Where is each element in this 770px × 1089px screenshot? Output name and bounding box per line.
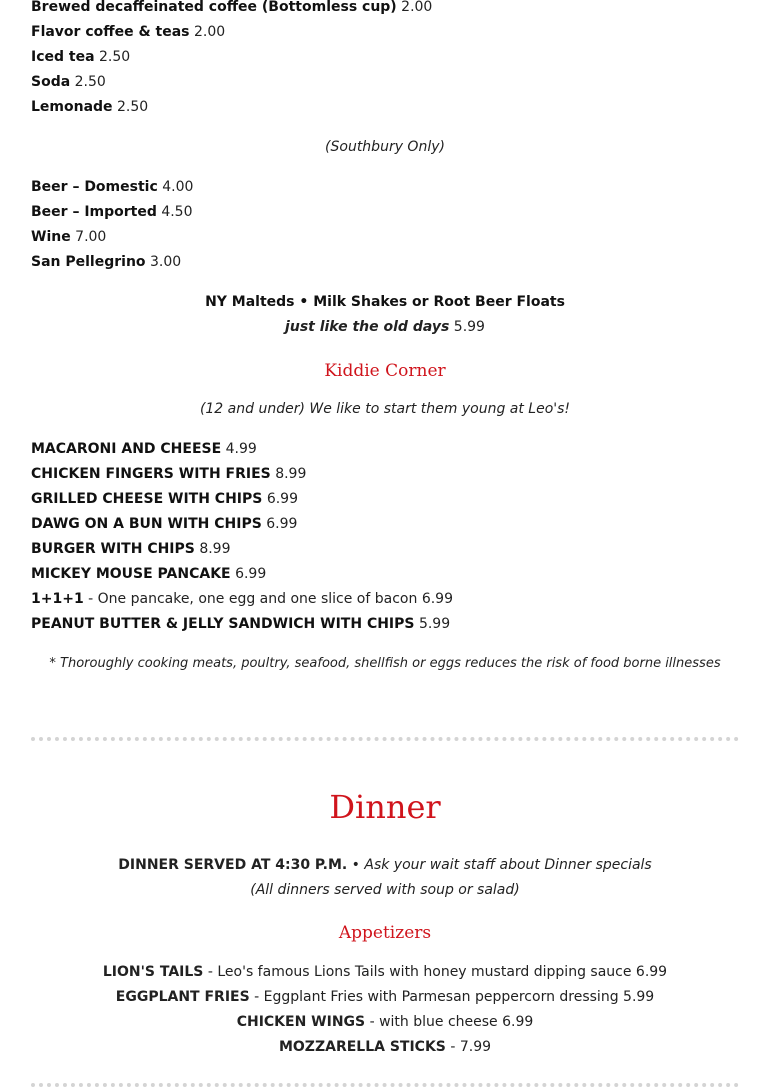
dinner-heading: Dinner (329, 788, 441, 826)
item-name: Iced tea (31, 49, 95, 65)
malteds-title: NY Malteds • Milk Shakes or Root Beer Floats (205, 294, 565, 310)
menu-item-kids (31, 565, 266, 583)
item-price: 6.99 (502, 1014, 534, 1030)
item-description: - (450, 1039, 456, 1055)
item-name: LION'S TAILS (102, 964, 204, 980)
item-price: 2.50 (117, 99, 149, 115)
southbury-note: (Southbury Only) (325, 139, 445, 155)
menu-item-bar-drink (31, 228, 106, 246)
malteds-tagline: just like the old days (285, 319, 450, 335)
item-price: 2.00 (401, 0, 433, 15)
item-price: 3.00 (149, 254, 182, 270)
item-name: DAWG ON A BUN WITH CHIPS (31, 516, 262, 532)
malteds-price: 5.99 (453, 319, 485, 335)
item-price: 6.99 (266, 516, 298, 532)
item-name: Brewed decaffeinated coffee (Bottomless cup) (31, 0, 397, 15)
item-price: 7.99 (459, 1039, 492, 1055)
menu-item-bar-drink (31, 253, 181, 271)
menu-item-kids (31, 590, 453, 608)
item-price: 5.99 (623, 989, 655, 1005)
section-divider (31, 1083, 739, 1087)
menu-item-beverage (31, 48, 130, 66)
item-name: Soda (31, 74, 71, 90)
kiddie-note: (12 and under) We like to start them young at Leo's! (199, 401, 571, 417)
item-name: GRILLED CHEESE WITH CHIPS (31, 491, 263, 507)
menu-item-kids (31, 440, 257, 458)
item-name: San Pellegrino (31, 254, 146, 270)
kiddie-corner-heading: Kiddie Corner (324, 361, 446, 381)
menu-item-beverage (31, 98, 148, 116)
menu-item-kids (31, 490, 298, 508)
menu-item-bar-drink (31, 178, 193, 196)
item-name: BURGER WITH CHIPS (31, 541, 195, 557)
menu-item-appetizer (0, 963, 770, 981)
menu-item-appetizer (0, 988, 770, 1006)
menu-item-appetizer (0, 1038, 770, 1056)
item-name: PEANUT BUTTER & JELLY SANDWICH WITH CHIPS (31, 616, 415, 632)
item-price: 2.50 (74, 74, 106, 90)
item-name: Beer – Domestic (31, 179, 158, 195)
appetizers-heading: Appetizers (338, 923, 432, 943)
item-price: 8.99 (275, 466, 307, 482)
menu-item-appetizer (0, 1013, 770, 1031)
menu-item-beverage (31, 23, 225, 41)
item-name: 1+1+1 (31, 591, 84, 607)
malteds-tagline-row (0, 318, 770, 336)
food-safety-disclaimer: * Thoroughly cooking meats, poultry, seafood, shellfish or eggs reduces the risk of food borne illnesses (49, 656, 721, 671)
dinner-served-time: DINNER SERVED AT 4:30 P.M. (118, 857, 348, 873)
dinner-specials-note: Ask your wait staff about Dinner specials (364, 857, 652, 873)
item-description: - with blue cheese (369, 1014, 498, 1030)
item-price: 2.50 (99, 49, 131, 65)
item-description: - Eggplant Fries with Parmesan peppercorn dressing (254, 989, 619, 1005)
item-price: 6.99 (235, 566, 267, 582)
item-name: Lemonade (31, 99, 113, 115)
item-price: 6.99 (635, 964, 668, 980)
item-name: MACARONI AND CHEESE (31, 441, 222, 457)
menu-item-beverage (31, 0, 432, 16)
item-name: Beer – Imported (31, 204, 157, 220)
item-price: 6.99 (421, 591, 453, 607)
item-price: 7.00 (75, 229, 107, 245)
item-name: CHICKEN FINGERS WITH FRIES (31, 466, 271, 482)
item-price: 2.00 (193, 24, 226, 40)
item-name: Flavor coffee & teas (31, 24, 190, 40)
item-name: MOZZARELLA STICKS (278, 1039, 446, 1055)
item-price: 4.99 (225, 441, 257, 457)
menu-item-bar-drink (31, 203, 193, 221)
dinner-served-row (0, 856, 770, 874)
item-name: Wine (31, 229, 71, 245)
item-price: 4.00 (162, 179, 194, 195)
menu-item-kids (31, 540, 231, 558)
menu-item-kids (31, 615, 450, 633)
menu-item-kids (31, 515, 297, 533)
menu-item-kids (31, 465, 306, 483)
dinner-includes-note: (All dinners served with soup or salad) (250, 882, 520, 898)
item-price: 6.99 (266, 491, 298, 507)
item-name: MICKEY MOUSE PANCAKE (31, 566, 231, 582)
item-description: - One pancake, one egg and one slice of bacon (88, 591, 418, 607)
item-price: 8.99 (199, 541, 231, 557)
item-price: 4.50 (161, 204, 193, 220)
item-description: - Leo's famous Lions Tails with honey mustard dipping sauce (207, 964, 632, 980)
item-price: 5.99 (418, 616, 451, 632)
bullet-separator: • (351, 857, 360, 873)
item-name: CHICKEN WINGS (236, 1014, 366, 1030)
menu-item-beverage (31, 73, 106, 91)
section-divider (31, 737, 739, 741)
item-name: EGGPLANT FRIES (115, 989, 250, 1005)
